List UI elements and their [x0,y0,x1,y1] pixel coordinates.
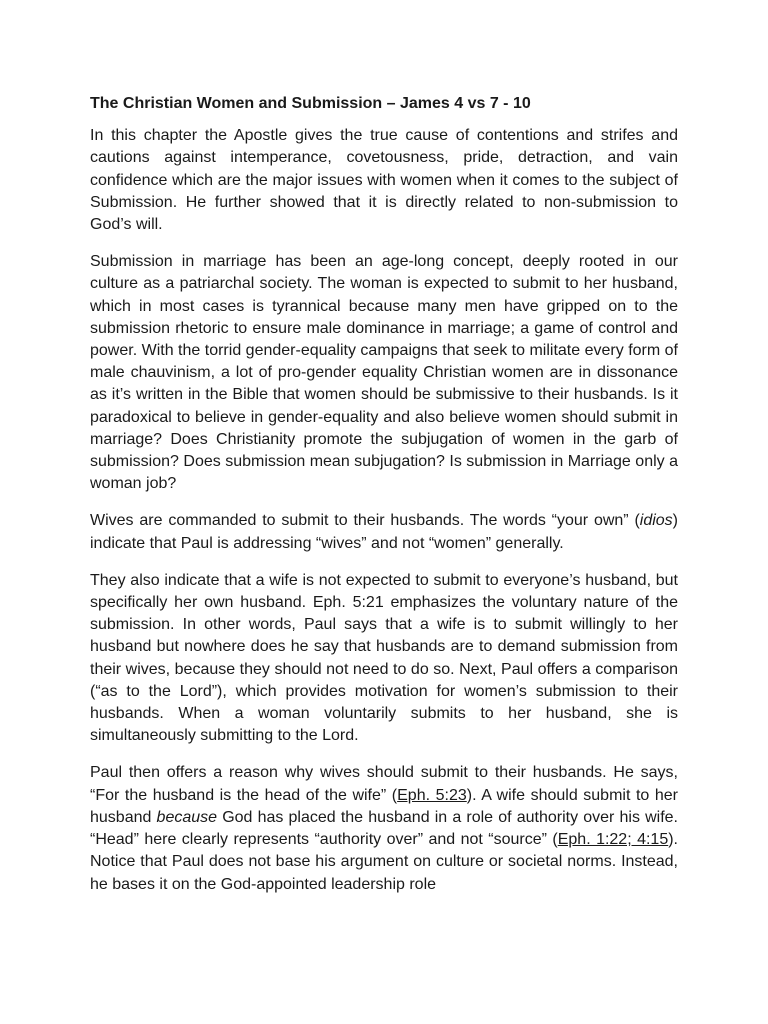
paragraph-2: Submission in marriage has been an age-long concept, deeply rooted in our culture as a patriarchal society. The woman is expected to submit to her husband, which in most cases is tyrannical because many men have gripped on to the submission rhetoric to ensure male dominance in marriage; a game of control and power. With the torrid gender-equality campaigns that seek to militate every form of male chauvinism, a lot of pro-gender equality Christian women are in dissonance as it’s written in the Bible that women should be submissive to their husbands. Is it paradoxical to believe in gender-equality and also believe women should submit in marriage? Does Christianity promote the subjugation of women in the garb of submission? Does submission mean subjugation? Is submission in Marriage only a woman job? [90,253,678,493]
paragraph-5-text-d: ). Notice that Paul does not base his argument on culture or societal norms. Instead, he bases it on the God-appointed leadership role [90,831,678,893]
paragraph-5 [90,762,678,895]
scripture-reference-link[interactable]: Eph. 1:22; 4:15 [557,831,669,849]
document-title: The Christian Women and Submission – James 4 vs 7 - 10 [90,95,531,112]
paragraph-3 [90,510,678,554]
paragraph-5-italic-term: because [156,808,218,826]
document-page [90,93,678,911]
paragraph-3-text-b: ) indicate that Paul is addressing “wives” and not “women” generally. [90,512,678,552]
paragraph-4: They also indicate that a wife is not expected to submit to everyone’s husband, but specifically her own husband. Eph. 5:21 emphasizes the voluntary nature of the submission. In other words, Paul says that a wife is to submit willingly to her husband but nowhere does he say that husbands are to demand submission from their wives, because they should not need to do so. Next, Paul offers a comparison (“as to the Lord”), which provides motivation for women’s submission to their husbands. When a woman voluntarily submits to her husband, she is simultaneously submitting to the Lord. [90,571,678,745]
paragraph-3-italic-term: idios [639,512,673,530]
paragraph-5-text-a: Paul then offers a reason why wives should submit to their husbands. He says, “For the husband is the head of the wife” ( [90,764,678,804]
paragraph-1: In this chapter the Apostle gives the true cause of contentions and strifes and cautions against intemperance, covetousness, pride, detraction, and vain confidence which are the major issues with women when it comes to the subject of Submission. He further showed that it is directly related to non-submission to God’s will. [90,127,678,234]
paragraph-3-text-a: Wives are commanded to submit to their husbands. The words “your own” ( [90,512,640,530]
paragraph-5-text-b: ). A wife should submit to her husband [90,786,679,826]
paragraph-5-text-c: God has placed the husband in a role of authority over his wife. “Head” here clearly represents “authority over” and not “source” ( [90,808,679,849]
scripture-reference-link[interactable]: Eph. 5:23 [397,786,467,804]
